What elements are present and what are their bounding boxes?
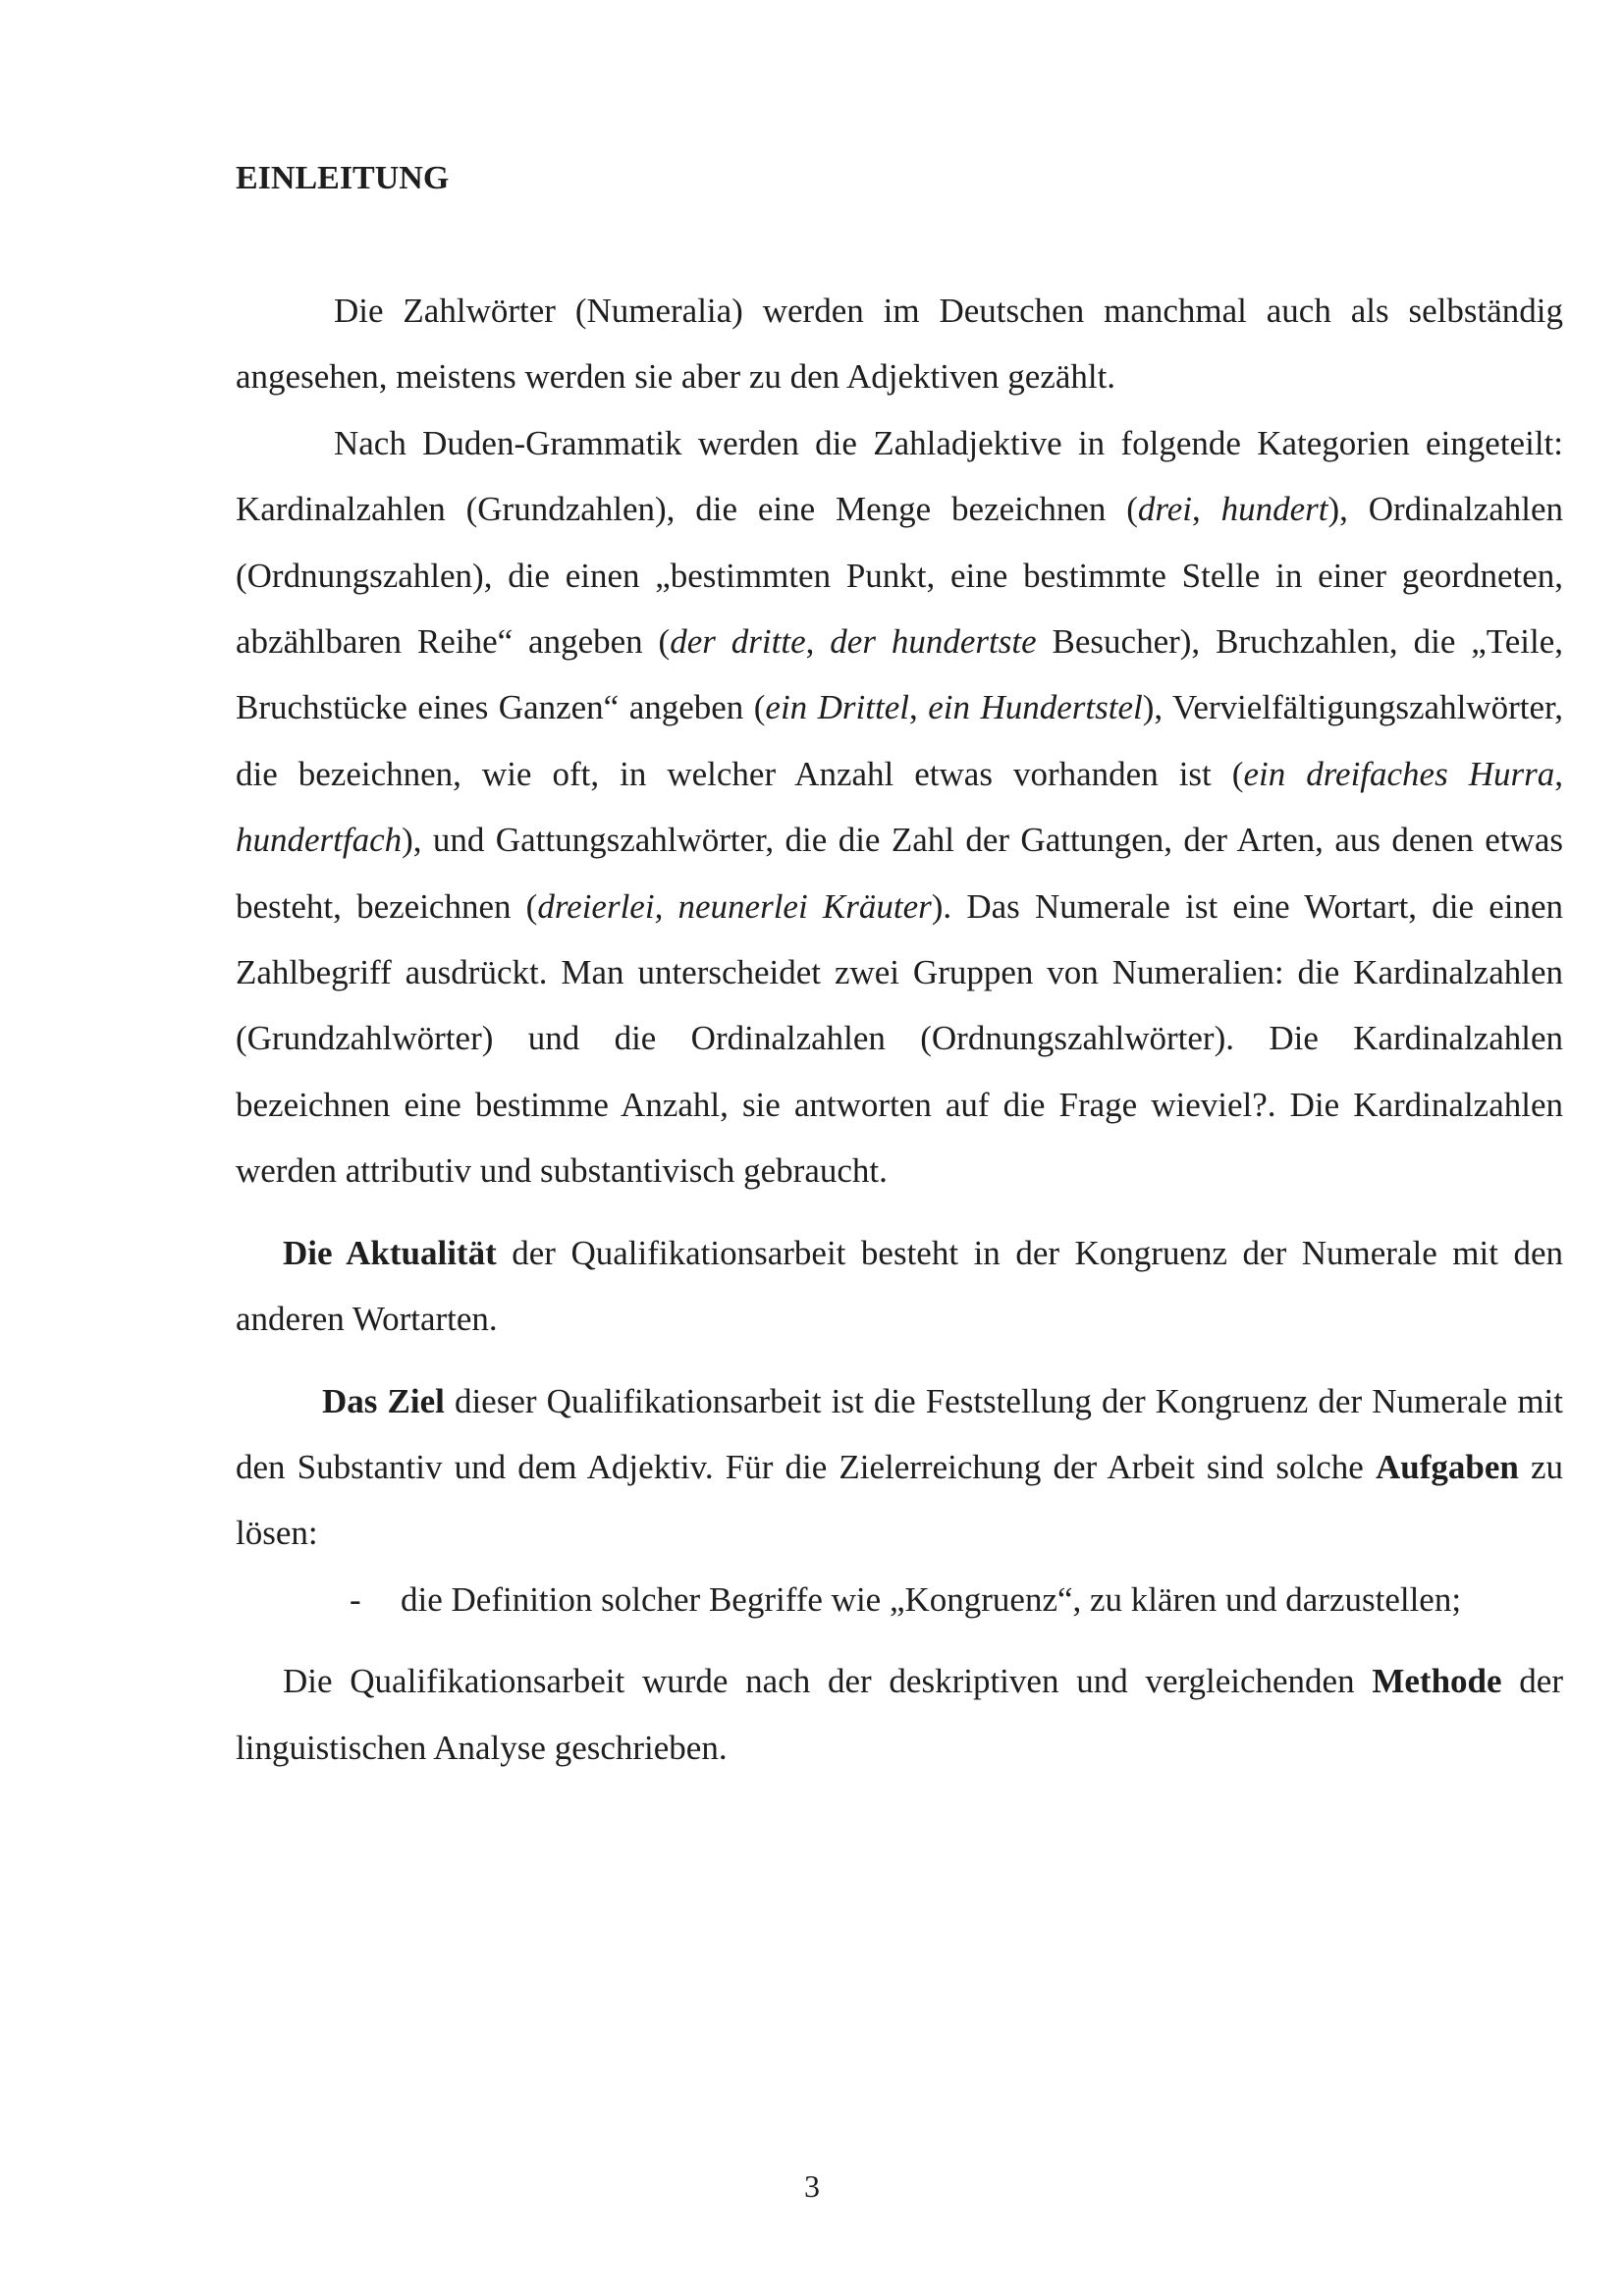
paragraph-aktualitaet	[236, 1220, 1563, 1353]
example-term: ein Hundertstel	[928, 688, 1143, 727]
example-term: der hundertste	[830, 622, 1037, 662]
text-segment: ), Ordinalzahlen (Ordnungszahlen), die einen „bestimmten Punkt, eine bestimmte Stelle in einer geordneten, abzählbaren Reihe“ angeben (	[236, 490, 1563, 662]
example-term: ein Drittel	[765, 688, 909, 727]
text-segment: Nach Duden-Grammatik werden die Zahladjektive in folgende Kategorien eingeteilt: Kardinalzahlen (Grundzahlen), die eine Menge bezeichnen (	[236, 423, 1563, 529]
bold-term-aktualitaet: Die Aktualität	[283, 1233, 497, 1272]
text-segment: ,	[1554, 754, 1563, 793]
list-item-text: die Definition solcher Begriffe wie „Kongruenz“, zu klären und darzustellen;	[401, 1579, 1462, 1619]
example-term: ein dreifaches Hurra	[1243, 754, 1555, 793]
text-segment: Die Qualifikationsarbeit wurde nach der deskriptiven und vergleichenden	[283, 1662, 1373, 1701]
example-term: hundertfach	[236, 821, 403, 860]
bold-term-ziel: Das Ziel	[322, 1381, 445, 1420]
bold-term-aufgaben: Aufgaben	[1375, 1447, 1519, 1486]
example-term: der dritte	[670, 622, 806, 662]
body-text	[236, 278, 1563, 1781]
paragraph-duden-categories	[236, 410, 1563, 1204]
text-segment: zu lösen:	[236, 1447, 1563, 1553]
text-segment: ), Vervielfältigungszahlwörter, die bezeichnen, wie oft, in welcher Anzahl etwas vorhanden ist (	[236, 688, 1564, 793]
text-segment: ), und Gattungszahlwörter, die die Zahl der Gattungen, der Arten, aus denen etwas besteht, bezeichnen (	[236, 821, 1563, 926]
text-segment: Besucher), Bruchzahlen, die „Teile, Bruchstücke eines Ganzen“ angeben (	[236, 622, 1564, 727]
list-item	[236, 1567, 1563, 1632]
text-segment: ). Das Numerale ist eine Wortart, die einen Zahlbegriff ausdrückt. Man unterscheidet zwei Gruppen von Numeralien: die Kardinalzahlen (Grundzahlwörter) und die Ordinalzahlen (Ordnungszahlwörter). Die Kardinalzahlen bezeichnen eine bestimme Anzahl, sie antworten auf die Frage wieviel?. Die Kardinalzahlen werden attributiv und substantivisch gebraucht.	[236, 886, 1563, 1191]
example-term: hundert	[1220, 490, 1328, 529]
text-segment: der linguistischen Analyse geschrieben.	[236, 1662, 1563, 1767]
text-segment: ,	[908, 688, 929, 727]
text-segment: ,	[805, 622, 831, 662]
section-heading: EINLEITUNG	[236, 160, 450, 196]
paragraph-methode	[236, 1648, 1563, 1781]
text-segment: der Qualifikationsarbeit besteht in der Kongruenz der Numerale mit den anderen Wortarten.	[236, 1233, 1563, 1339]
page-number: 3	[804, 2168, 820, 2204]
paragraph-ziel	[236, 1368, 1563, 1567]
text-segment: dieser Qualifikationsarbeit ist die Feststellung der Kongruenz der Numerale mit den Substantiv und dem Adjektiv. Für die Zielerreichung der Arbeit sind solche	[236, 1381, 1563, 1486]
bold-term-methode: Methode	[1372, 1662, 1502, 1701]
example-term: dreierlei, neunerlei Kräuter	[537, 886, 932, 926]
text-segment: ,	[1192, 490, 1221, 529]
list-dash: -	[350, 1579, 361, 1619]
example-term: drei	[1137, 490, 1193, 529]
paragraph-numeralia-intro: Die Zahlwörter (Numeralia) werden im Deutschen manchmal auch als selbständig angesehen, meistens werden sie aber zu den Adjektiven gezählt.	[236, 292, 1563, 397]
